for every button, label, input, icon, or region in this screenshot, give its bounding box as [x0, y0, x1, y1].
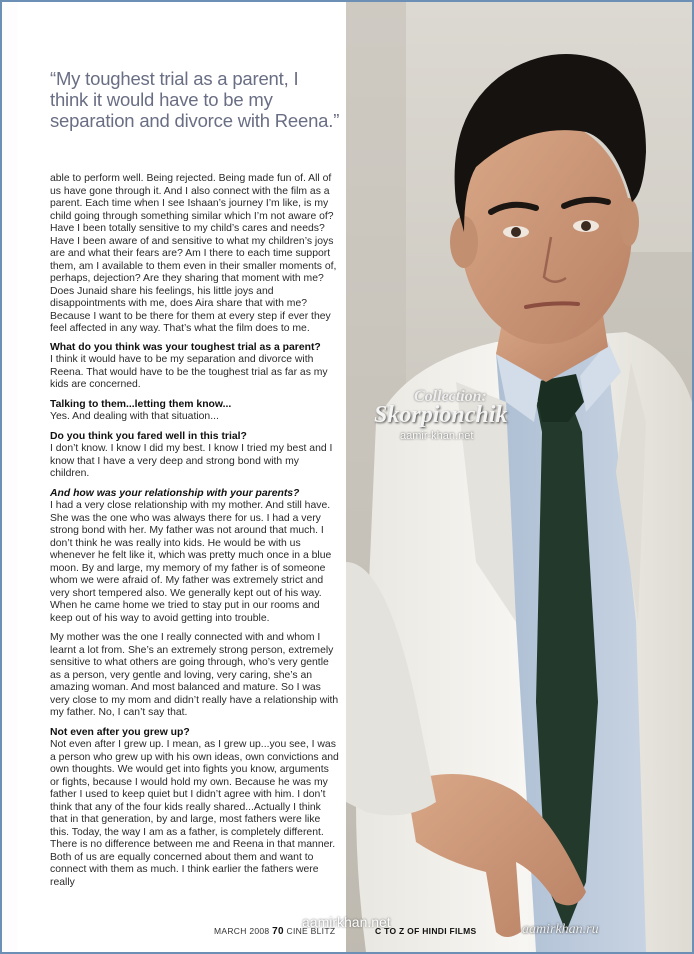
- watermark-right: aamirkhan.ru: [522, 922, 599, 937]
- watermark-site: aamir-khan.net: [400, 430, 474, 442]
- answer-2: Yes. And dealing with that situation...: [50, 411, 219, 422]
- article-body: [50, 173, 340, 896]
- footer-page-number: 70: [272, 926, 284, 937]
- watermark-name: Skorpionchik: [374, 402, 508, 428]
- question-1: What do you think was your toughest trial as a parent?: [50, 341, 321, 353]
- portrait-photo: [346, 2, 692, 952]
- answer-4: I had a very close relationship with my mother. And still have. She was the one who was always there for us. I had a very strong bond with her. My father was not around that much. I don’t think he was really into kids. He would be with us whenever he felt like it, which was pretty much once in a blue moon. By and large, my memory of my father is of someone whom we were afraid of. My father was extremely strict and very short tempered also. We generally kept out of his way. When he came home we tried to stay put in our rooms and keep out of his way to avoid getting into trouble.: [50, 500, 332, 624]
- intro-paragraph: able to perform well. Being rejected. Being made fun of. All of us have gone through it. And I also connect with the film as a parent. Each time when I see Ishaan’s journey I’m like, is my child going through something similar which I’m not aware of? Have I been totally sensitive to my child’s cares and needs? Have I been aware of and sensitive to what my children’s joys are and what their fears are? Am I there to each time support them, am I available to them even in their smaller moments of, perhaps, dejection? Are they sharing that moment with me? Does Junaid share his feelings, his little joys and disappointments with me, does Aira share that with me? Because I want to be there for them at every step if ever they feel affected in any way. That’s what the film does to me.: [50, 173, 337, 334]
- watermark-collection: Collection:: [414, 388, 487, 405]
- answer-3: I don’t know. I know I did my best. I know I tried my best and I know that I have a very deep and strong bond with my children.: [50, 443, 333, 479]
- pull-quote: “My toughest trial as a parent, I think it would have to be my separation and divorce with Reena.”: [50, 68, 340, 131]
- portrait-illustration: [346, 2, 692, 952]
- answer-5: Not even after I grew up. I mean, as I grew up...you see, I was a person who grew up with his own ideas, own convictions and own thoughts. We would get into fights you know, arguments or fights, because I would hold my own. Because he was my father I used to keep quiet but I didn’t agree with him. I don’t think that any of the four kids really shared...Actually I think that in that generation, by and large, most fathers were like this. Today, the way I am as a father, is completely different. There is no difference between me and Reena in that manner. Both of us are equally concerned about them and want to connect with them as much. I think earlier the fathers were really: [50, 739, 339, 888]
- footer-magazine: CINE BLITZ: [286, 926, 336, 936]
- footer-section: C TO Z OF HINDI FILMS: [375, 926, 477, 936]
- question-2: Talking to them...letting them know...: [50, 398, 232, 410]
- magazine-page: [2, 2, 692, 952]
- question-4: And how was your relationship with your parents?: [50, 487, 300, 499]
- watermark-center: aamirkhan.net: [302, 914, 391, 930]
- question-5: Not even after you grew up?: [50, 726, 190, 738]
- mother-paragraph: My mother was the one I really connected with and whom I learnt a lot from. She’s an extremely strong person, extremely sensitive to what others are going through, who’s very gentle as a person, very gentle and loving, very caring, she’s an amazing woman. And most balanced and mature. So I was very close to my mom and didn’t really have a relationship with my father. No, I can’t say that.: [50, 632, 339, 718]
- footer-date: MARCH 2008: [214, 926, 270, 936]
- question-3: Do you think you fared well in this trial?: [50, 430, 247, 442]
- answer-1: I think it would have to be my separation and divorce with Reena. That would have to be the toughest trial as far as my kids are concerned.: [50, 354, 328, 390]
